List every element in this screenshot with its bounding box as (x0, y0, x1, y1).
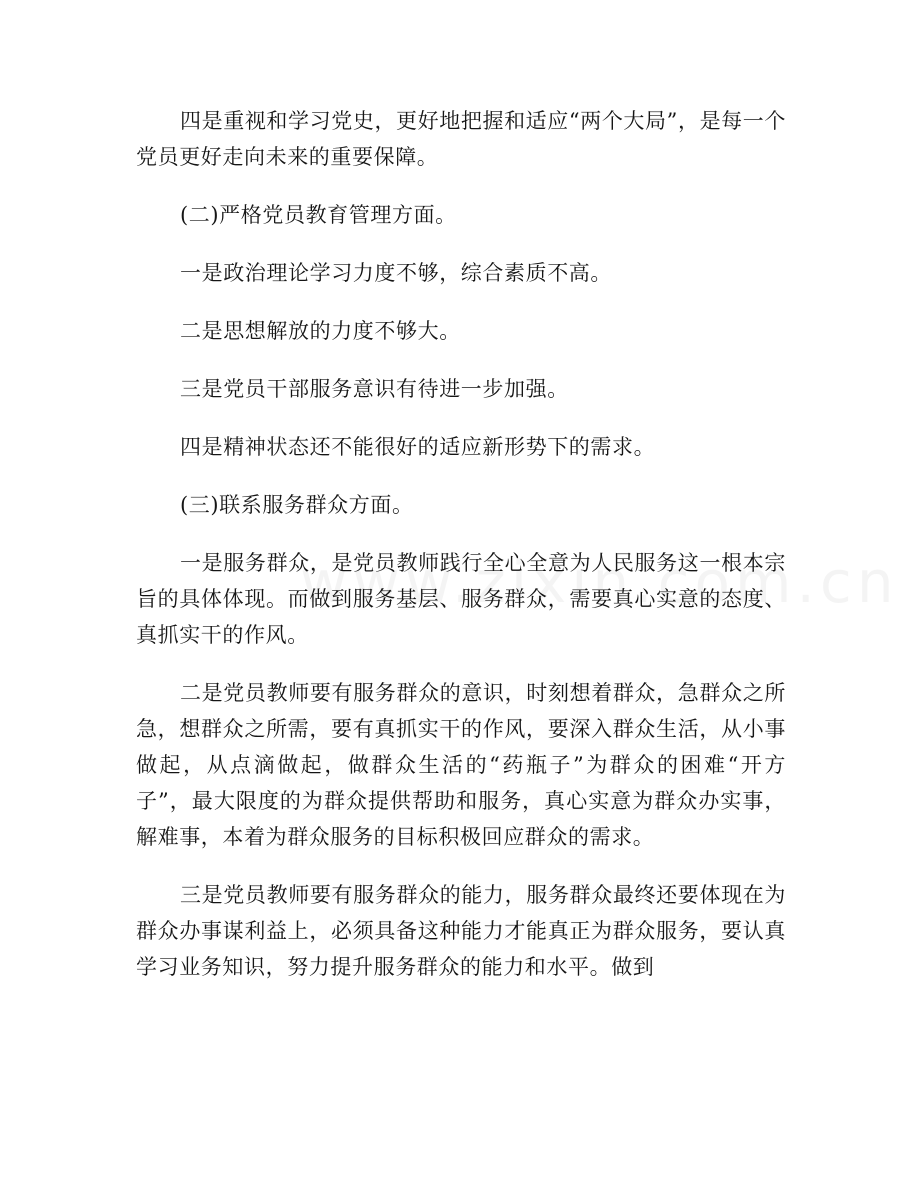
paragraph-6: 四是精神状态还不能很好的适应新形势下的需求。 (180, 435, 656, 459)
paragraph-4: 二是思想解放的力度不够大。 (180, 319, 461, 343)
paragraph-7: (三)联系服务群众方面。 (180, 493, 414, 517)
paragraph-1: 四是重视和学习党史，更好地把握和适应“两个大局”，是每一个党员更好走向未来的重要保障。 (136, 109, 786, 169)
paragraph-8: 一是服务群众，是党员教师践行全心全意为人民服务这一根本宗旨的具体体现。而做到服务基层、服务群众，需要真心实意的态度、真抓实干的作风。 (136, 551, 786, 647)
paragraph-2: (二)严格党员教育管理方面。 (180, 203, 457, 227)
paragraph-10: 三是党员教师要有服务群众的能力，服务群众最终还要体现在为群众办事谋利益上，必须具备这种能力才能真正为群众服务，要认真学习业务知识，努力提升服务群众的能力和水平。做到 (136, 883, 786, 979)
document-body (136, 103, 786, 985)
paragraph-5: 三是党员干部服务意识有待进一步加强。 (180, 377, 569, 401)
paragraph-3: 一是政治理论学习力度不够，综合素质不高。 (180, 261, 612, 285)
paragraph-9: 二是党员教师要有服务群众的意识，时刻想着群众，急群众之所急，想群众之所需，要有真抓实干的作风，要深入群众生活，从小事做起，从点滴做起，做群众生活的“药瓶子”为群众的困难“开方子”，最大限度的为群众提供帮助和服务，真心实意为群众办实事，解难事，本着为群众服务的目标积极回应群众的需求。 (136, 681, 786, 849)
